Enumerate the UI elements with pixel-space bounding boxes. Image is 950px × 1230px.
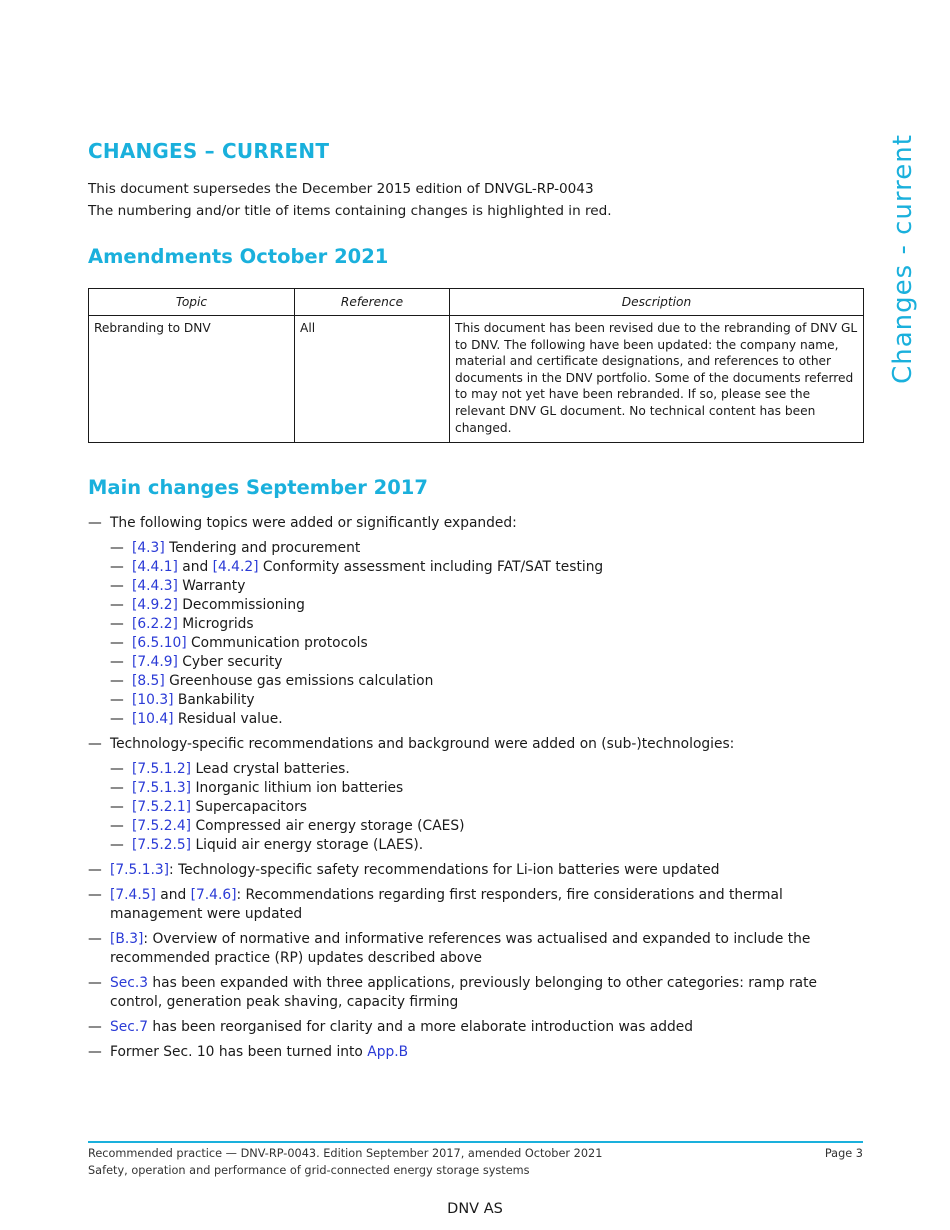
- item-text: Overview of normative and informative references was actualised and expanded to include the recommended practice (RP) updates described above: [110, 931, 811, 966]
- section-reference-link[interactable]: [8.5]: [132, 673, 165, 689]
- conjunction-text: and: [182, 559, 209, 575]
- side-tab: [868, 134, 938, 384]
- dash-bullet: —: [110, 692, 124, 708]
- dash-bullet: —: [110, 818, 124, 834]
- sub-list: [88, 539, 868, 729]
- sub-list-item: [110, 710, 868, 729]
- sub-item-text: Bankability: [177, 692, 255, 708]
- table-row: [89, 316, 864, 443]
- section-reference-link[interactable]: [7.5.1.3]: [110, 862, 170, 878]
- section-reference-link[interactable]: [6.2.2]: [132, 616, 178, 632]
- sub-list-item: [110, 577, 868, 596]
- table-header-row: [89, 289, 864, 316]
- sub-list-item: [110, 691, 868, 710]
- dash-bullet: —: [88, 515, 102, 531]
- column-header-topic: Topic: [89, 289, 295, 316]
- sub-list-item: [110, 760, 868, 779]
- dash-bullet: —: [110, 799, 124, 815]
- section-reference-link[interactable]: [4.4.3]: [132, 578, 178, 594]
- sub-list-item: [110, 817, 868, 836]
- cell-description: This document has been revised due to the rebranding of DNV GL to DNV. The following have been updated: the company name, material and certificate designations, and references to other documents in the DNV portfolio. Some of the documents referred to may not yet have been rebranded. If so, please see the relevant DNV GL document. No technical content has been changed.: [450, 316, 864, 443]
- column-header-description: Description: [450, 289, 864, 316]
- item-text: has been expanded with three applications, previously belonging to other categories: ramp rate control, generation peak shaving, capacity firming: [110, 975, 817, 1010]
- sub-item-text: Liquid air energy storage (LAES).: [195, 837, 424, 853]
- section-reference-link[interactable]: [7.4.5]: [110, 887, 156, 903]
- dash-bullet: —: [110, 540, 124, 556]
- intro-line-1: This document supersedes the December 2015 edition of DNVGL-RP-0043: [88, 181, 594, 197]
- dash-bullet: —: [110, 711, 124, 727]
- dash-bullet: —: [110, 635, 124, 651]
- footer-document-reference: Recommended practice — DNV-RP-0043. Edition September 2017, amended October 2021: [88, 1147, 603, 1160]
- dash-bullet: —: [88, 862, 102, 878]
- section-reference-link[interactable]: [6.5.10]: [132, 635, 187, 651]
- section-reference-link[interactable]: [7.4.6]: [190, 887, 237, 903]
- cell-topic: Rebranding to DNV: [89, 316, 295, 443]
- amendments-heading: Amendments October 2021: [88, 245, 389, 268]
- sub-item-text: Compressed air energy storage (CAES): [195, 818, 465, 834]
- colon: :: [236, 887, 242, 903]
- side-tab-label: Changes - current: [888, 134, 919, 384]
- list-item: [88, 861, 868, 880]
- sub-item-text: Greenhouse gas emissions calculation: [169, 673, 434, 689]
- sub-list-item: [110, 798, 868, 817]
- dash-bullet: —: [110, 780, 124, 796]
- list-item: [88, 930, 868, 968]
- dash-bullet: —: [88, 1019, 102, 1035]
- dash-bullet: —: [110, 761, 124, 777]
- section-reference-link[interactable]: [7.5.2.1]: [132, 799, 192, 815]
- item-text: Recommendations regarding first responders, fire considerations and thermal management were updated: [110, 887, 783, 922]
- sub-item-text: Communication protocols: [191, 635, 368, 651]
- sub-list-item: [110, 634, 868, 653]
- section-reference-link[interactable]: [B.3]: [110, 931, 144, 947]
- item-text: Former Sec. 10 has been turned into: [110, 1044, 363, 1060]
- dash-bullet: —: [88, 975, 102, 991]
- dash-bullet: —: [110, 559, 124, 575]
- item-text: The following topics were added or significantly expanded:: [110, 515, 517, 531]
- colon: :: [143, 931, 149, 947]
- dash-bullet: —: [110, 616, 124, 632]
- main-changes-heading: Main changes September 2017: [88, 476, 428, 499]
- sub-list-item: [110, 539, 868, 558]
- section-reference-link[interactable]: [4.9.2]: [132, 597, 178, 613]
- dash-bullet: —: [110, 578, 124, 594]
- list-item: [88, 1043, 868, 1062]
- sub-list-item: [110, 779, 868, 798]
- section-reference-link[interactable]: [4.4.2]: [212, 559, 259, 575]
- list-item: [88, 886, 868, 924]
- intro-line-2: The numbering and/or title of items containing changes is highlighted in red.: [88, 203, 612, 219]
- footer-divider: [88, 1141, 863, 1143]
- sub-item-text: Inorganic lithium ion batteries: [195, 780, 404, 796]
- sub-item-text: Cyber security: [182, 654, 283, 670]
- sub-item-text: Conformity assessment including FAT/SAT testing: [262, 559, 604, 575]
- sub-item-text: Supercapacitors: [195, 799, 307, 815]
- list-item: [88, 514, 868, 533]
- sub-list-item: [110, 596, 868, 615]
- sub-list-item: [110, 558, 868, 577]
- sub-item-text: Microgrids: [182, 616, 254, 632]
- section-reference-link[interactable]: [7.5.1.2]: [132, 761, 192, 777]
- dash-bullet: —: [110, 837, 124, 853]
- section-reference-link[interactable]: Sec.7: [110, 1019, 148, 1035]
- section-reference-link[interactable]: [7.4.9]: [132, 654, 178, 670]
- sub-item-text: Lead crystal batteries.: [195, 761, 350, 777]
- section-reference-link[interactable]: App.B: [367, 1044, 409, 1060]
- item-text: has been reorganised for clarity and a more elaborate introduction was added: [152, 1019, 693, 1035]
- footer-document-title: Safety, operation and performance of grid-connected energy storage systems: [88, 1164, 530, 1177]
- sub-item-text: Residual value.: [177, 711, 283, 727]
- section-reference-link[interactable]: [7.5.2.4]: [132, 818, 192, 834]
- item-text: Technology-specific recommendations and background were added on (sub-)technologies:: [110, 736, 735, 752]
- cell-reference: All: [295, 316, 450, 443]
- dash-bullet: —: [88, 1044, 102, 1060]
- sub-item-text: Tendering and procurement: [169, 540, 361, 556]
- sub-list-item: [110, 836, 868, 855]
- sub-list-item: [110, 653, 868, 672]
- dash-bullet: —: [110, 654, 124, 670]
- dash-bullet: —: [88, 736, 102, 752]
- list-item: [88, 974, 868, 1012]
- dash-bullet: —: [110, 673, 124, 689]
- dash-bullet: —: [88, 887, 102, 903]
- dash-bullet: —: [110, 597, 124, 613]
- section-reference-link[interactable]: [7.5.1.3]: [132, 780, 192, 796]
- section-reference-link[interactable]: [10.4]: [132, 711, 174, 727]
- main-changes-list: [88, 514, 868, 1062]
- page-number: Page 3: [824, 1147, 863, 1160]
- page-title: CHANGES – CURRENT: [88, 139, 330, 163]
- section-reference-link[interactable]: [4.3]: [132, 540, 165, 556]
- section-reference-link[interactable]: [4.4.1]: [132, 559, 178, 575]
- sub-list: [88, 760, 868, 855]
- sub-item-text: Warranty: [182, 578, 246, 594]
- company-name: DNV AS: [447, 1201, 503, 1217]
- conjunction-text: and: [160, 887, 187, 903]
- dash-bullet: —: [88, 931, 102, 947]
- list-item: [88, 735, 868, 754]
- section-reference-link[interactable]: [7.5.2.5]: [132, 837, 192, 853]
- sub-item-text: Decommissioning: [182, 597, 305, 613]
- section-reference-link[interactable]: Sec.3: [110, 975, 148, 991]
- sub-list-item: [110, 672, 868, 691]
- item-text: Technology-specific safety recommendations for Li-ion batteries were updated: [178, 862, 720, 878]
- column-header-reference: Reference: [295, 289, 450, 316]
- list-item: [88, 1018, 868, 1037]
- colon: :: [169, 862, 174, 878]
- section-reference-link[interactable]: [10.3]: [132, 692, 174, 708]
- sub-list-item: [110, 615, 868, 634]
- amendments-table: [88, 288, 864, 443]
